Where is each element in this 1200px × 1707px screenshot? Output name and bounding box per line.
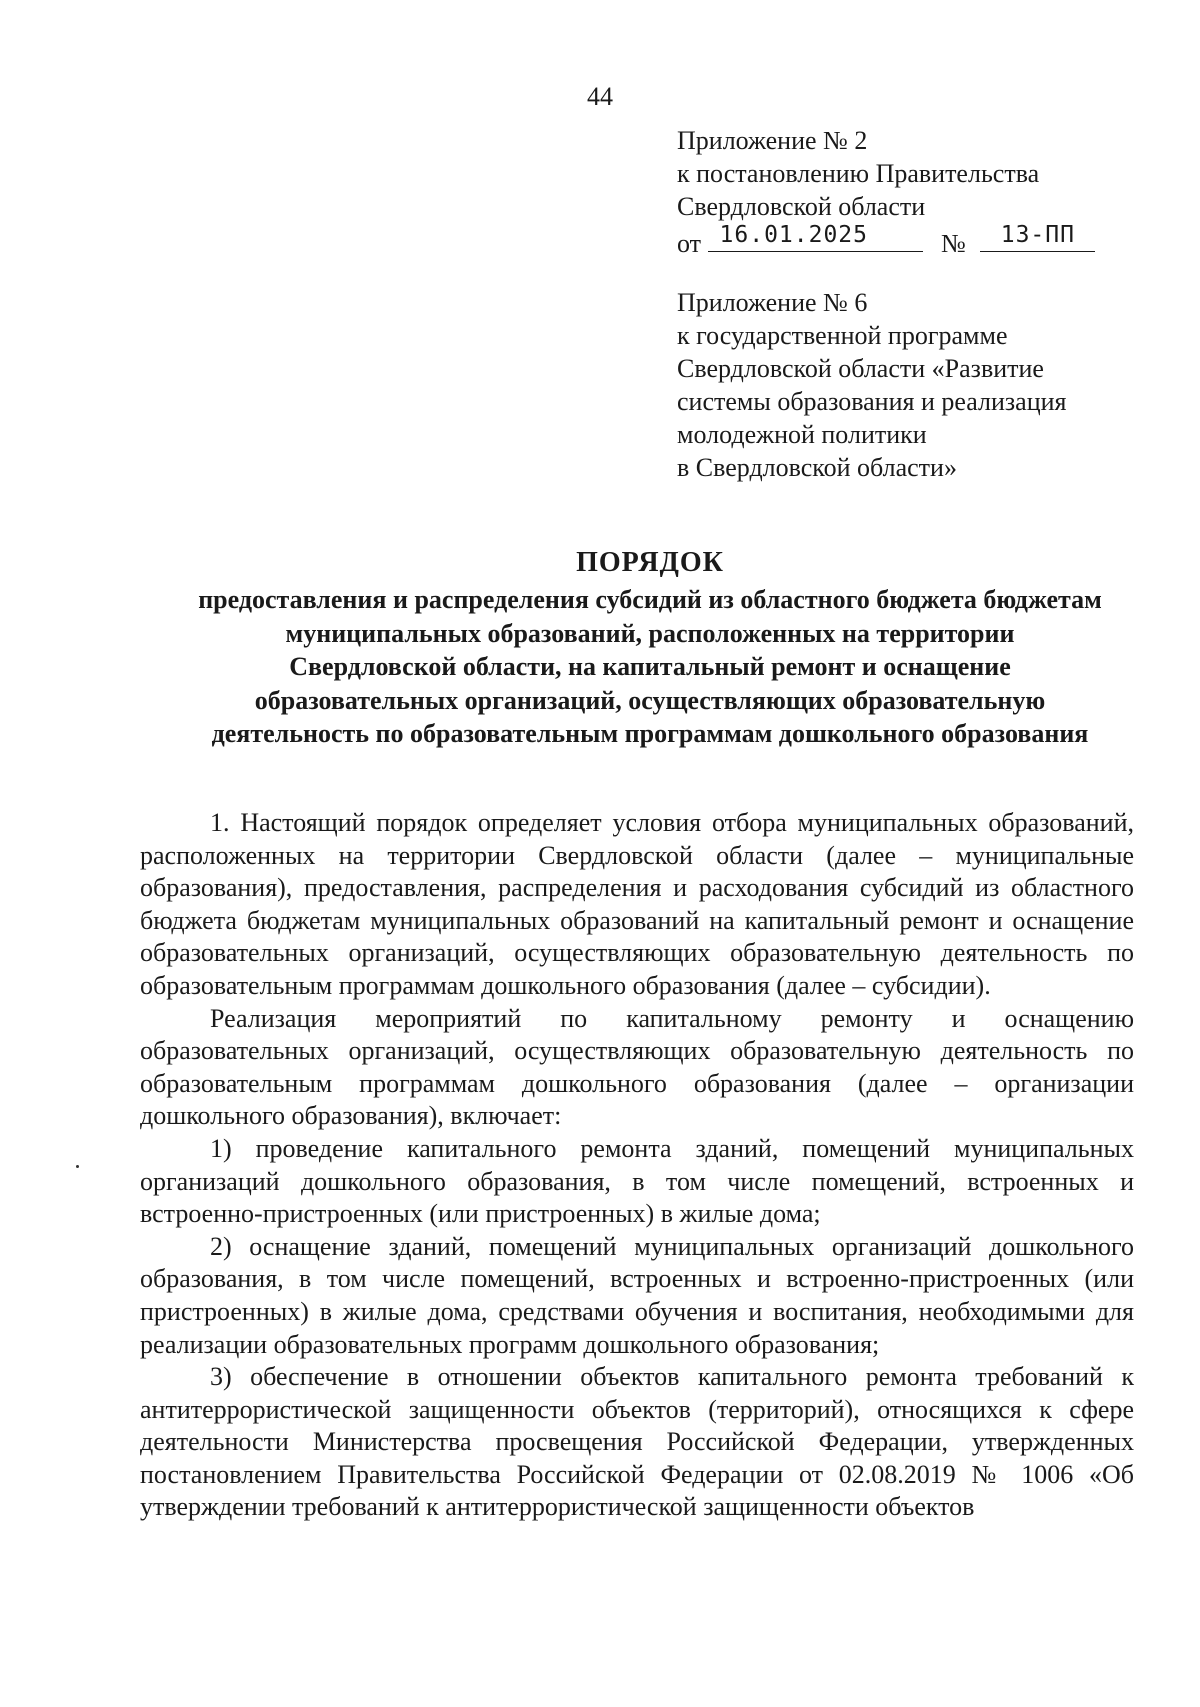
attachment-block-resolution [677,124,1157,260]
document-title: ПОРЯДОК [576,547,724,578]
scan-speck [76,1165,79,1168]
attachment-block-program [677,286,1157,484]
list-item: 3) обеспечение в отношении объектов капитального ремонта требований к антитеррористической защищенности объектов (территорий), относящихся к сфере деятельности Министерства просвещения Российской Федерации, утвержденных постановлением Правительства Российской Федерации от 02.08.2019 № 1006 «Об утверждении требований к антитеррористической защищенности объектов [140,1362,1134,1522]
document-subtitle [80,583,1200,751]
resolution-number: 13-ПП [1000,222,1075,248]
document-body [140,807,1134,1524]
attachment-line: Свердловской области «Развитие [677,354,1044,383]
resolution-date: 16.01.2025 [719,222,869,248]
paragraph: 1. Настоящий порядок определяет условия отбора муниципальных образований, расположенных на территории Свердловской области (далее – муниципальные образования), предоставления, распределения и расходования субсидий из областного бюджета бюджетам муниципальных образований на капитальный ремонт и оснащение образовательных организаций, осуществляющих образовательную деятельность по образовательным программам дошкольного образования (далее – субсидии). [140,808,1134,1000]
number-fill-line [980,223,1095,252]
date-fill-line [708,223,923,252]
subtitle-line: деятельность по образовательным программам дошкольного образования [211,719,1089,748]
attachment-line: Свердловской области [677,192,926,221]
attachment-line: Приложение № 2 [677,126,868,155]
number-label: № [941,229,966,258]
paragraph: Реализация мероприятий по капитальному ремонту и оснащению образовательных организаций, осуществляющих образовательную деятельность по образовательным программам дошкольного образования (далее – организации дошкольного образования), включает: [140,1003,1134,1131]
subtitle-line: предоставления и распределения субсидий из областного бюджета бюджетам [198,585,1102,614]
subtitle-line: муниципальных образований, расположенных на территории [285,618,1015,648]
page-number: 44 [587,82,613,111]
list-item: 2) оснащение зданий, помещений муниципальных организаций дошкольного образования, в том числе помещений, встроенных и встроенно-пристроенных (или пристроенных) в жилые дома, средствами обучения и воспитания, необходимыми для реализации образовательных программ дошкольного образования; [140,1231,1134,1359]
list-item: 1) проведение капитального ремонта зданий, помещений муниципальных организаций дошкольного образования, в том числе помещений, встроенных и встроенно-пристроенных (или пристроенных) в жилые дома; [140,1133,1134,1229]
attachment-line: к постановлению Правительства [677,159,1040,188]
attachment-line: молодежной политики [677,420,927,449]
subtitle-line: Свердловской области, на капитальный ремонт и оснащение [289,652,1011,681]
resolution-date-number-line [677,223,1157,260]
attachment-line: системы образования и реализация [677,387,1067,416]
attachment-line: в Свердловской области» [677,453,957,482]
from-label: от [677,229,702,258]
attachment-line: Приложение № 6 [677,288,868,317]
attachment-line: к государственной программе [677,321,1008,350]
subtitle-line: образовательных организаций, осуществляющих образовательную [254,685,1046,715]
